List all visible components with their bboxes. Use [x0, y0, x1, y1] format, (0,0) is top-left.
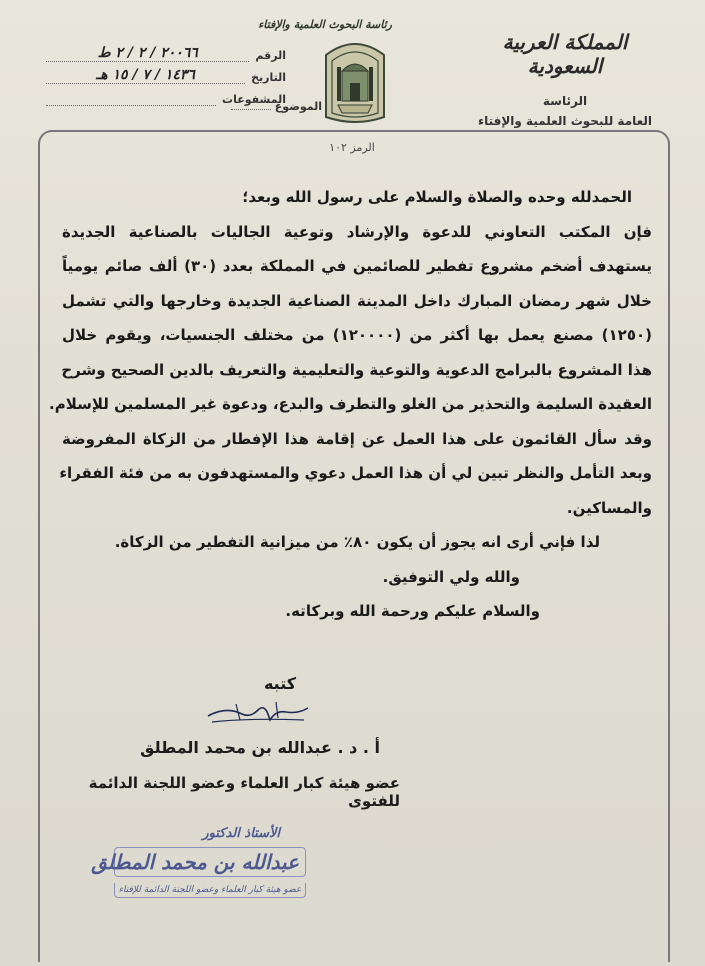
body-line: العقيدة السليمة والتحذير من الغلو والتطرف والبدع، ودعوة غير المسلمين للإسلام. [49, 395, 652, 413]
emblem-banner: رئاسة البحوث العلمية والإفتاء [258, 18, 392, 31]
subject-label: الموضوع [274, 100, 322, 113]
letter-body [49, 180, 652, 629]
wrote-label: كتبه [263, 674, 297, 693]
signer-name: أ . د . عبدالله بن محمد المطلق [140, 738, 380, 757]
stamp-title: الأستاذ الدكتور [202, 826, 280, 841]
stamp-subtitle: عضو هيئة كبار العلماء وعضو اللجنة الدائمة للإفتاء [114, 883, 306, 898]
attachments-blank [46, 91, 216, 106]
subject-row [250, 100, 322, 113]
subject-blank [231, 109, 271, 110]
presidency-label: الرئاسة [542, 94, 588, 108]
general-presidency-label: العامة للبحوث العلمية والإفتاء [477, 114, 653, 128]
letterhead-right [465, 30, 665, 128]
stamp-name: عبدالله بن محمد المطلق [114, 847, 306, 877]
body-line: والمساكين. [566, 498, 652, 517]
body-line: هذا المشروع بالبرامج الدعوية والتوعية والتعليمية والتعريف بالدين الصحيح وشرح [61, 360, 652, 379]
body-line: والسلام عليكم ورحمة الله وبركاته. [285, 602, 540, 620]
body-line: لذا فإني أرى انه يجوز أن يكون ٨٠٪ من ميزانية التفطير من الزكاة. [114, 533, 600, 551]
date-label: التاريخ [251, 71, 286, 84]
body-line: فإن المكتب التعاوني للدعوة والإرشاد وتوعية الجاليات بالصناعية الجديدة [62, 222, 652, 241]
body-line: والله ولي التوفيق. [382, 567, 520, 586]
mosque-emblem-icon [318, 31, 392, 127]
official-stamp [91, 822, 310, 912]
attachments-label: المشفوعات [222, 93, 286, 106]
body-line: يستهدف أضخم مشروع تفطير للصائمين في المملكة بعدد (٣٠) ألف صائم يومياً [62, 257, 652, 275]
number-label: الرقم [255, 49, 286, 62]
signer-title: عضو هيئة كبار العلماء وعضو اللجنة الدائمة للفتوى [88, 774, 400, 810]
body-line: الحمدلله وحده والصلاة والسلام على رسول الله وبعد؛ [242, 188, 632, 206]
number-row [46, 40, 286, 62]
date-value: ١٤٣٦ / ٧ / ١٥ هـ [46, 67, 245, 84]
date-row [46, 62, 286, 84]
handwritten-signature-icon [206, 698, 310, 728]
reference-code: الرمز ١٠٢ [329, 141, 375, 154]
kingdom-name: المملكة العربية السعودية [502, 30, 628, 78]
number-value: ٢٠٠٦٦ / ٢ / ٢ ط [46, 45, 249, 62]
body-line: وقد سأل القائمون على هذا العمل عن إقامة هذا الإفطار من الزكاة المفروضة [62, 429, 652, 448]
body-line: خلال شهر رمضان المبارك داخل المدينة الصناعية الجديدة وخارجها والتي تشمل [62, 291, 652, 310]
document-meta [46, 40, 286, 106]
body-line: (١٢٥٠) مصنع يعمل بها أكثر من (١٢٠٠٠٠) من مختلف الجنسيات، ويقوم خلال [62, 326, 652, 344]
body-line: وبعد التأمل والنظر تبين لي أن هذا العمل دعوي والمستهدفون به من فئة الفقراء [59, 464, 652, 482]
